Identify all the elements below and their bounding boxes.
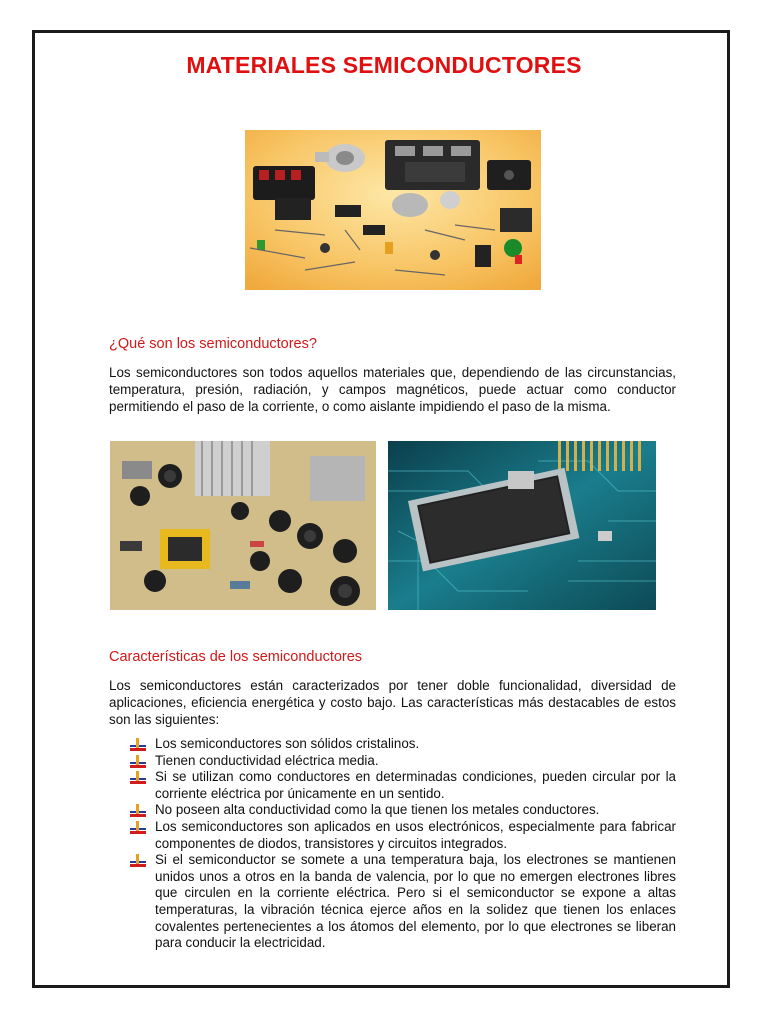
arrow-bullet-icon bbox=[130, 821, 146, 834]
section-heading-que-son: ¿Qué son los semiconductores? bbox=[109, 336, 317, 352]
list-item bbox=[128, 753, 676, 770]
list-item-text: Si se utilizan como conductores en determinadas condiciones, pueden circular por la corriente eléctrica por únicamente en un sentido. bbox=[155, 769, 676, 801]
list-item bbox=[128, 819, 676, 852]
microchip-pcb-photo bbox=[388, 441, 656, 610]
list-item bbox=[128, 852, 676, 952]
arrow-bullet-icon bbox=[130, 738, 146, 751]
list-item-text: Si el semiconductor se somete a una temperatura baja, los electrones se mantienen unidos unos a otros en la banda de valencia, por lo que no emergen electrones libres que circulen en la corriente eléctrica. Pero si el semiconductor se expone a altas temperaturas, la vibración técnica ejerce años en la solidez que tienen los enlaces covalentes pertenecientes a los átomos del elemento, por lo que electrones se liberan para conducir la electricidad. bbox=[155, 852, 676, 951]
document-title: MATERIALES SEMICONDUCTORES bbox=[186, 52, 582, 78]
section-paragraph-que-son: Los semiconductores son todos aquellos materiales que, dependiendo de las circunstancias, temperatura, presión, radiación, y campos magnéticos, puede actuar como conductor permitiendo el paso de la corriente, o como aislante impidiendo el paso de la misma. bbox=[109, 365, 676, 414]
list-item-text: Tienen conductividad eléctrica media. bbox=[155, 752, 379, 768]
arrow-bullet-icon bbox=[130, 771, 146, 784]
list-item bbox=[128, 736, 676, 753]
section-heading-caracteristicas: Características de los semiconductores bbox=[109, 649, 363, 665]
arrow-bullet-icon bbox=[130, 804, 146, 817]
list-item-text: Los semiconductores son aplicados en usos electrónicos, especialmente para fabricar componentes de diodos, transistores y circuitos integrados. bbox=[155, 818, 676, 851]
list-item-text: No poseen alta conductividad como la que tienen los metales conductores. bbox=[155, 802, 600, 818]
list-item bbox=[128, 802, 676, 819]
list-item bbox=[128, 769, 676, 802]
characteristics-list bbox=[128, 736, 676, 952]
arrow-bullet-icon bbox=[130, 854, 146, 867]
arrow-bullet-icon bbox=[130, 755, 146, 768]
section-paragraph-caracteristicas: Los semiconductores están caracterizados por tener doble funcionalidad, diversidad de aplicaciones, eficiencia energética y costo bajo. Las características más destacables de estos son las siguientes: bbox=[109, 678, 676, 727]
circuit-board-photo bbox=[110, 441, 376, 610]
list-item-text: Los semiconductores son sólidos cristalinos. bbox=[155, 736, 420, 751]
semiconductor-components-image bbox=[245, 130, 541, 290]
